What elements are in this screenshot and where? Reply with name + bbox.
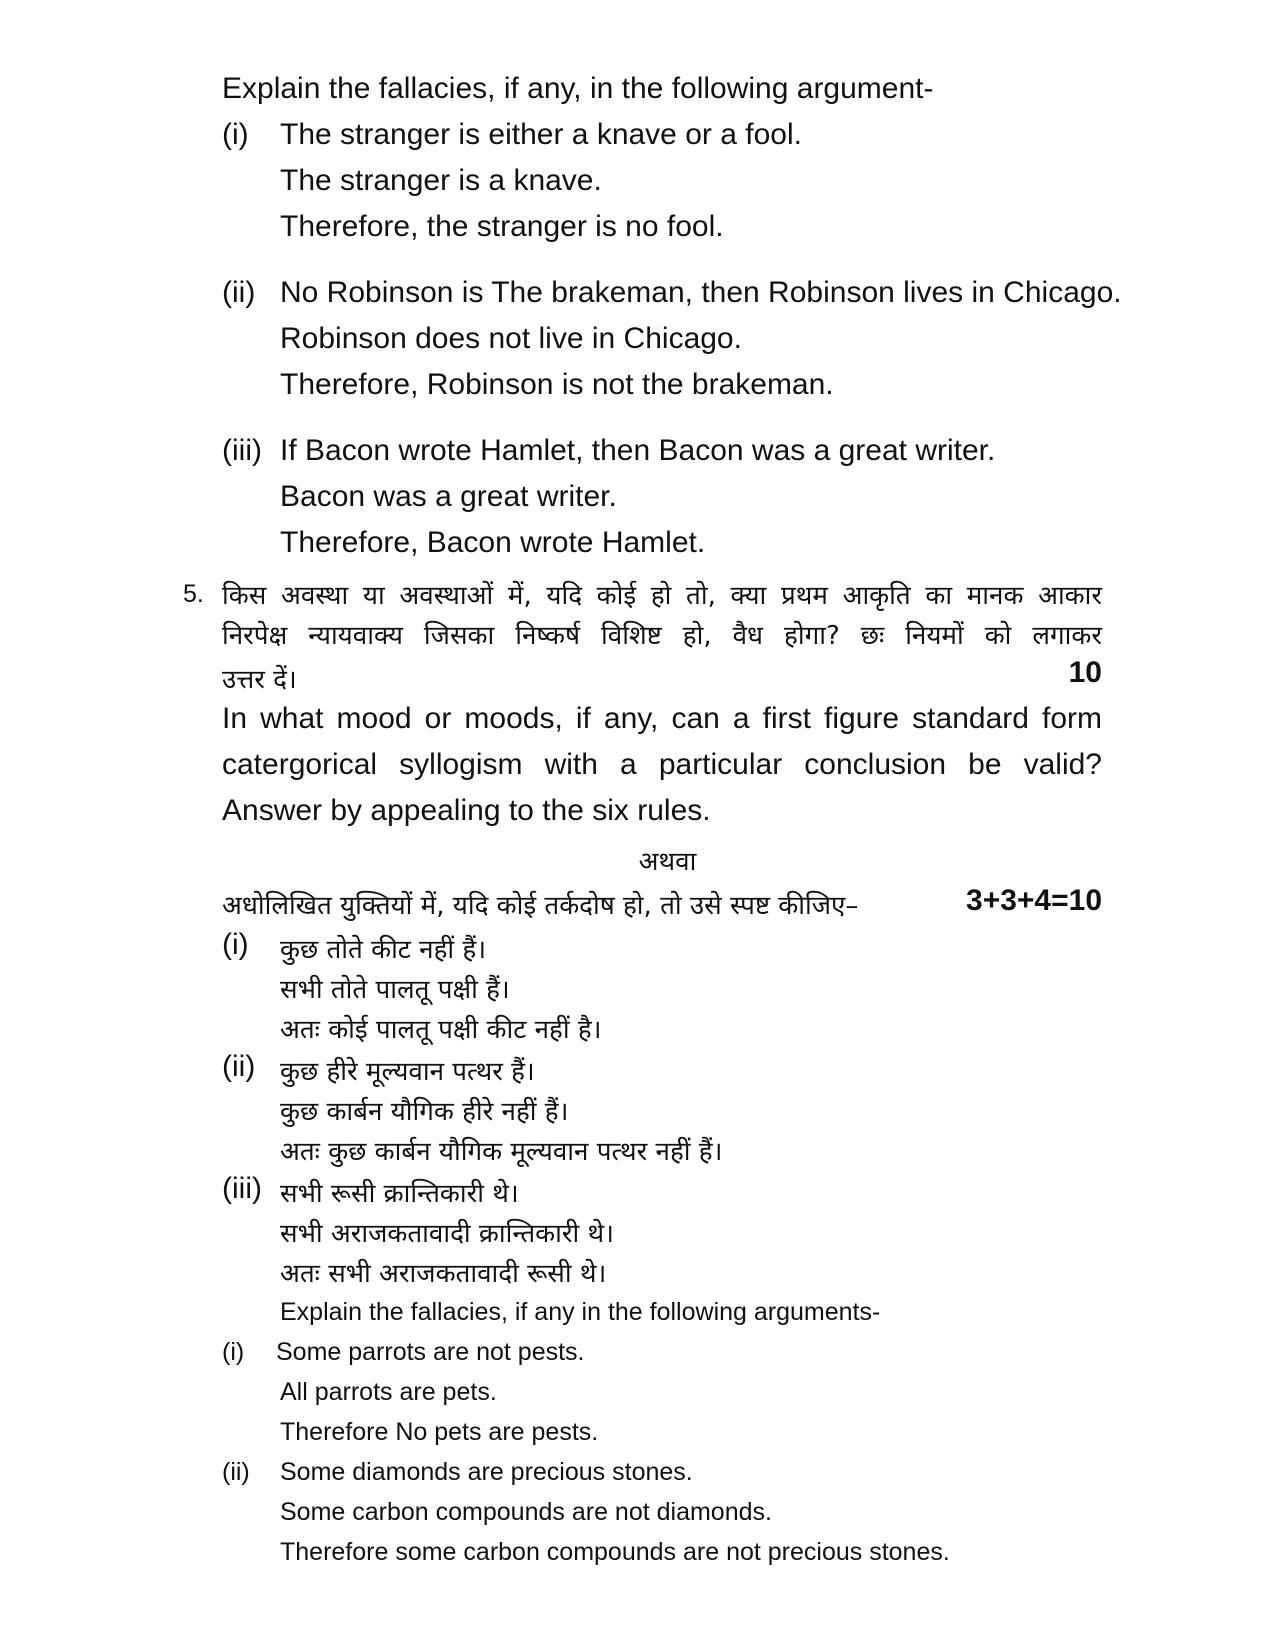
argument-line: Bacon was a great writer. bbox=[280, 480, 617, 513]
part-a-intro: Explain the fallacies, if any, in the following argument- bbox=[222, 72, 934, 105]
item-number: (iii) bbox=[222, 434, 262, 467]
argument-line: The stranger is either a knave or a fool. bbox=[280, 118, 802, 151]
argument-line: Robinson does not live in Chicago. bbox=[280, 322, 742, 355]
question-number: 5. bbox=[183, 580, 204, 608]
part-b-english-intro: Explain the fallacies, if any in the following arguments- bbox=[280, 1298, 881, 1326]
argument-line: Some diamonds are precious stones. bbox=[280, 1458, 693, 1486]
part-b-hindi-intro: अधोलिखित युक्तियों में, यदि कोई तर्कदोष हो, तो उसे स्पष्ट कीजिए– bbox=[222, 891, 859, 921]
or-label: अथवा bbox=[638, 847, 697, 877]
argument-line: No Robinson is The brakeman, then Robinson lives in Chicago. bbox=[280, 276, 1122, 309]
argument-line: If Bacon wrote Hamlet, then Bacon was a great writer. bbox=[280, 434, 996, 467]
argument-line: सभी अराजकतावादी क्रान्तिकारी थे। bbox=[280, 1219, 614, 1249]
item-number: (ii) bbox=[222, 1458, 250, 1486]
argument-line: Therefore, Robinson is not the brakeman. bbox=[280, 368, 834, 401]
question-english-line: catergorical syllogism with a particular conclusion be valid? bbox=[222, 748, 1102, 781]
item-number: (i) bbox=[222, 928, 249, 961]
marks-label: 3+3+4=10 bbox=[966, 884, 1102, 917]
item-number: (ii) bbox=[222, 1050, 256, 1083]
argument-line: Some carbon compounds are not diamonds. bbox=[280, 1498, 772, 1526]
argument-line: अतः कुछ कार्बन यौगिक मूल्यवान पत्थर नहीं हैं। bbox=[280, 1137, 723, 1167]
question-english-line: Answer by appealing to the six rules. bbox=[222, 794, 711, 827]
argument-line: The stranger is a knave. bbox=[280, 164, 602, 197]
argument-line: कुछ कार्बन यौगिक हीरे नहीं हैं। bbox=[280, 1097, 569, 1127]
argument-line: कुछ तोते कीट नहीं हैं। bbox=[280, 935, 487, 965]
argument-line: All parrots are pets. bbox=[280, 1378, 497, 1406]
argument-line: Therefore, Bacon wrote Hamlet. bbox=[280, 526, 706, 559]
argument-line: Therefore some carbon compounds are not precious stones. bbox=[280, 1538, 950, 1566]
item-number: (i) bbox=[222, 118, 249, 151]
argument-line: Therefore, the stranger is no fool. bbox=[280, 210, 724, 243]
argument-line: सभी रूसी क्रान्तिकारी थे। bbox=[280, 1179, 519, 1209]
argument-line: अतः सभी अराजकतावादी रूसी थे। bbox=[280, 1259, 607, 1289]
argument-line: Some parrots are not pests. bbox=[276, 1338, 585, 1366]
argument-line: अतः कोई पालतू पक्षी कीट नहीं है। bbox=[280, 1015, 602, 1045]
item-number: (iii) bbox=[222, 1172, 262, 1205]
argument-line: कुछ हीरे मूल्यवान पत्थर हैं। bbox=[280, 1057, 535, 1087]
question-hindi-line: किस अवस्था या अवस्थाओं में, यदि कोई हो तो, क्या प्रथम आकृति का मानक आकार bbox=[222, 581, 1102, 611]
argument-line: Therefore No pets are pests. bbox=[280, 1418, 599, 1446]
marks-label: 10 bbox=[1068, 656, 1102, 689]
item-number: (i) bbox=[222, 1338, 245, 1366]
question-english-line: In what mood or moods, if any, can a first figure standard form bbox=[222, 702, 1102, 735]
question-hindi-line: निरपेक्ष न्यायवाक्य जिसका निष्कर्ष विशिष्ट हो, वैध होगा? छः नियमों को लगाकर bbox=[222, 621, 1102, 651]
question-hindi-line: उत्तर दें। bbox=[222, 665, 297, 695]
item-number: (ii) bbox=[222, 276, 256, 309]
argument-line: सभी तोते पालतू पक्षी हैं। bbox=[280, 975, 510, 1005]
